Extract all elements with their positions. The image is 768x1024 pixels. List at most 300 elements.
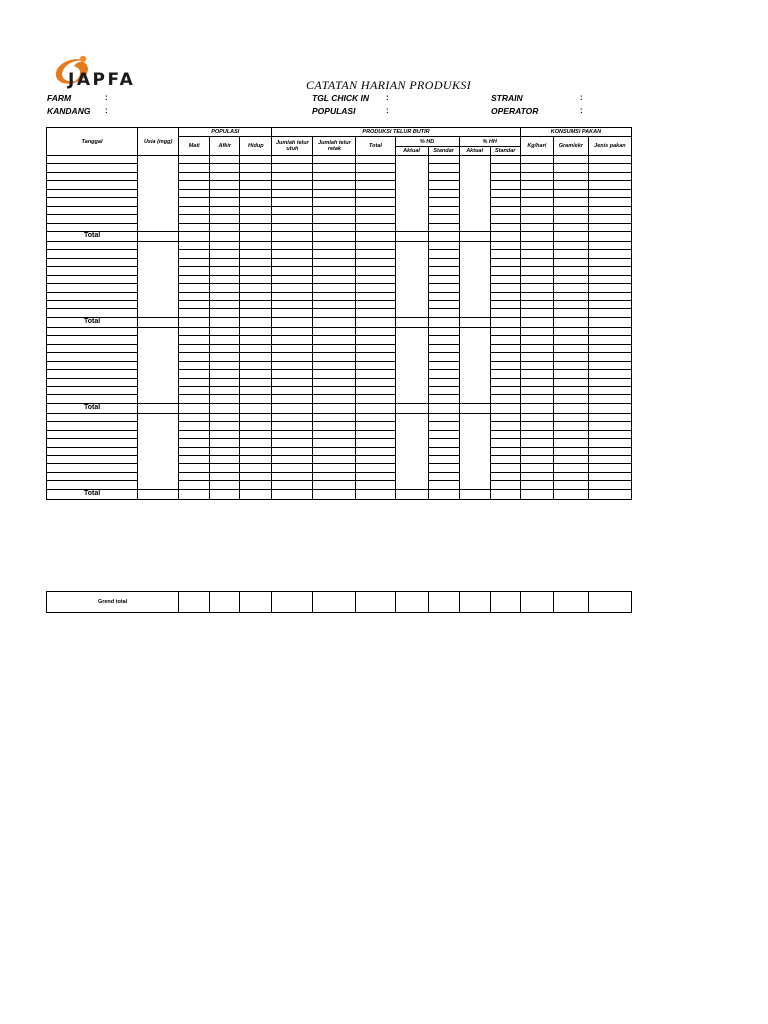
total-cell[interactable] [588, 231, 631, 241]
data-cell[interactable] [210, 378, 240, 386]
data-cell[interactable] [272, 172, 313, 180]
data-cell[interactable] [490, 422, 520, 430]
tanggal-cell[interactable] [47, 250, 138, 258]
data-cell[interactable] [179, 215, 210, 223]
data-cell[interactable] [553, 481, 588, 489]
data-cell[interactable] [272, 378, 313, 386]
data-cell[interactable] [588, 464, 631, 472]
data-cell[interactable] [356, 284, 395, 292]
data-cell[interactable] [210, 250, 240, 258]
data-cell[interactable] [490, 456, 520, 464]
data-cell[interactable] [356, 395, 395, 403]
data-cell[interactable] [210, 336, 240, 344]
data-cell[interactable] [272, 309, 313, 317]
data-cell[interactable] [428, 336, 459, 344]
data-cell[interactable] [520, 336, 553, 344]
data-cell[interactable] [240, 481, 272, 489]
data-cell[interactable] [272, 198, 313, 206]
data-cell[interactable] [588, 456, 631, 464]
data-cell[interactable] [240, 456, 272, 464]
data-cell[interactable] [240, 164, 272, 172]
tanggal-cell[interactable] [47, 292, 138, 300]
data-cell[interactable] [520, 464, 553, 472]
data-cell[interactable] [272, 275, 313, 283]
data-cell[interactable] [520, 447, 553, 455]
data-cell[interactable] [490, 370, 520, 378]
grand-total-cell[interactable] [210, 592, 240, 613]
data-cell[interactable] [553, 456, 588, 464]
data-cell[interactable] [240, 344, 272, 352]
tanggal-cell[interactable] [47, 386, 138, 394]
data-cell[interactable] [210, 258, 240, 266]
total-cell[interactable] [520, 489, 553, 499]
data-cell[interactable] [356, 370, 395, 378]
data-cell[interactable] [428, 439, 459, 447]
usia-cell[interactable] [138, 156, 179, 232]
total-cell[interactable] [210, 231, 240, 241]
data-cell[interactable] [428, 223, 459, 231]
data-cell[interactable] [313, 258, 356, 266]
tanggal-cell[interactable] [47, 241, 138, 249]
data-cell[interactable] [428, 284, 459, 292]
data-cell[interactable] [395, 241, 428, 317]
data-cell[interactable] [313, 439, 356, 447]
data-cell[interactable] [428, 430, 459, 438]
data-cell[interactable] [428, 206, 459, 214]
data-cell[interactable] [428, 156, 459, 164]
data-cell[interactable] [520, 456, 553, 464]
data-cell[interactable] [356, 206, 395, 214]
total-cell[interactable] [395, 231, 428, 241]
data-cell[interactable] [520, 378, 553, 386]
data-cell[interactable] [210, 464, 240, 472]
data-cell[interactable] [210, 472, 240, 480]
tanggal-cell[interactable] [47, 206, 138, 214]
data-cell[interactable] [520, 327, 553, 335]
data-cell[interactable] [240, 241, 272, 249]
data-cell[interactable] [356, 353, 395, 361]
data-cell[interactable] [490, 430, 520, 438]
data-cell[interactable] [520, 172, 553, 180]
grand-total-cell[interactable] [459, 592, 490, 613]
grand-total-cell[interactable] [272, 592, 313, 613]
data-cell[interactable] [210, 284, 240, 292]
data-cell[interactable] [272, 284, 313, 292]
data-cell[interactable] [210, 198, 240, 206]
total-cell[interactable] [395, 489, 428, 499]
total-cell[interactable] [313, 317, 356, 327]
data-cell[interactable] [272, 370, 313, 378]
data-cell[interactable] [356, 267, 395, 275]
data-cell[interactable] [179, 353, 210, 361]
data-cell[interactable] [553, 439, 588, 447]
data-cell[interactable] [272, 181, 313, 189]
data-cell[interactable] [272, 215, 313, 223]
total-cell[interactable] [356, 489, 395, 499]
data-cell[interactable] [490, 464, 520, 472]
data-cell[interactable] [490, 395, 520, 403]
tanggal-cell[interactable] [47, 172, 138, 180]
data-cell[interactable] [428, 241, 459, 249]
data-cell[interactable] [588, 430, 631, 438]
data-cell[interactable] [240, 275, 272, 283]
data-cell[interactable] [428, 386, 459, 394]
data-cell[interactable] [210, 241, 240, 249]
tanggal-cell[interactable] [47, 223, 138, 231]
data-cell[interactable] [356, 156, 395, 164]
total-cell[interactable] [179, 403, 210, 413]
data-cell[interactable] [313, 241, 356, 249]
data-cell[interactable] [240, 422, 272, 430]
data-cell[interactable] [356, 189, 395, 197]
data-cell[interactable] [210, 172, 240, 180]
data-cell[interactable] [210, 215, 240, 223]
data-cell[interactable] [428, 413, 459, 421]
data-cell[interactable] [240, 370, 272, 378]
tanggal-cell[interactable] [47, 344, 138, 352]
data-cell[interactable] [210, 386, 240, 394]
data-cell[interactable] [210, 309, 240, 317]
data-cell[interactable] [520, 292, 553, 300]
data-cell[interactable] [553, 292, 588, 300]
data-cell[interactable] [428, 353, 459, 361]
data-cell[interactable] [428, 344, 459, 352]
data-cell[interactable] [313, 301, 356, 309]
data-cell[interactable] [272, 301, 313, 309]
data-cell[interactable] [179, 309, 210, 317]
data-cell[interactable] [520, 189, 553, 197]
data-cell[interactable] [553, 223, 588, 231]
total-cell[interactable] [588, 403, 631, 413]
data-cell[interactable] [313, 327, 356, 335]
data-cell[interactable] [520, 258, 553, 266]
data-cell[interactable] [490, 413, 520, 421]
data-cell[interactable] [240, 267, 272, 275]
data-cell[interactable] [240, 361, 272, 369]
data-cell[interactable] [553, 215, 588, 223]
tanggal-cell[interactable] [47, 215, 138, 223]
data-cell[interactable] [553, 344, 588, 352]
data-cell[interactable] [356, 430, 395, 438]
data-cell[interactable] [490, 156, 520, 164]
data-cell[interactable] [428, 215, 459, 223]
total-cell[interactable] [428, 317, 459, 327]
data-cell[interactable] [553, 422, 588, 430]
data-cell[interactable] [313, 464, 356, 472]
data-cell[interactable] [553, 361, 588, 369]
data-cell[interactable] [428, 189, 459, 197]
data-cell[interactable] [313, 413, 356, 421]
data-cell[interactable] [490, 292, 520, 300]
data-cell[interactable] [313, 456, 356, 464]
data-cell[interactable] [459, 241, 490, 317]
total-cell[interactable] [459, 489, 490, 499]
data-cell[interactable] [272, 241, 313, 249]
data-cell[interactable] [428, 378, 459, 386]
total-cell[interactable] [490, 403, 520, 413]
data-cell[interactable] [210, 267, 240, 275]
data-cell[interactable] [210, 344, 240, 352]
data-cell[interactable] [588, 336, 631, 344]
data-cell[interactable] [179, 250, 210, 258]
data-cell[interactable] [179, 447, 210, 455]
data-cell[interactable] [240, 215, 272, 223]
data-cell[interactable] [428, 422, 459, 430]
data-cell[interactable] [240, 413, 272, 421]
data-cell[interactable] [313, 430, 356, 438]
data-cell[interactable] [240, 327, 272, 335]
grand-total-cell[interactable] [588, 592, 631, 613]
tanggal-cell[interactable] [47, 395, 138, 403]
data-cell[interactable] [553, 284, 588, 292]
data-cell[interactable] [490, 206, 520, 214]
data-cell[interactable] [588, 258, 631, 266]
data-cell[interactable] [490, 336, 520, 344]
data-cell[interactable] [588, 292, 631, 300]
data-cell[interactable] [588, 370, 631, 378]
data-cell[interactable] [428, 456, 459, 464]
data-cell[interactable] [356, 378, 395, 386]
total-cell[interactable] [138, 489, 179, 499]
data-cell[interactable] [240, 336, 272, 344]
tanggal-cell[interactable] [47, 189, 138, 197]
data-cell[interactable] [490, 284, 520, 292]
data-cell[interactable] [588, 241, 631, 249]
data-cell[interactable] [356, 181, 395, 189]
data-cell[interactable] [313, 370, 356, 378]
total-cell[interactable] [313, 403, 356, 413]
data-cell[interactable] [356, 258, 395, 266]
data-cell[interactable] [588, 215, 631, 223]
data-cell[interactable] [428, 447, 459, 455]
tanggal-cell[interactable] [47, 361, 138, 369]
data-cell[interactable] [240, 309, 272, 317]
data-cell[interactable] [179, 439, 210, 447]
grand-total-cell[interactable] [313, 592, 356, 613]
data-cell[interactable] [313, 447, 356, 455]
data-cell[interactable] [520, 353, 553, 361]
data-cell[interactable] [356, 250, 395, 258]
data-cell[interactable] [313, 275, 356, 283]
data-cell[interactable] [210, 223, 240, 231]
total-cell[interactable] [240, 231, 272, 241]
data-cell[interactable] [240, 395, 272, 403]
data-cell[interactable] [313, 181, 356, 189]
data-cell[interactable] [428, 292, 459, 300]
data-cell[interactable] [210, 181, 240, 189]
data-cell[interactable] [588, 439, 631, 447]
data-cell[interactable] [553, 378, 588, 386]
data-cell[interactable] [179, 472, 210, 480]
total-cell[interactable] [459, 231, 490, 241]
data-cell[interactable] [272, 447, 313, 455]
data-cell[interactable] [553, 395, 588, 403]
data-cell[interactable] [313, 378, 356, 386]
data-cell[interactable] [179, 258, 210, 266]
data-cell[interactable] [588, 198, 631, 206]
total-cell[interactable] [210, 489, 240, 499]
data-cell[interactable] [588, 181, 631, 189]
data-cell[interactable] [240, 172, 272, 180]
data-cell[interactable] [520, 156, 553, 164]
data-cell[interactable] [313, 164, 356, 172]
data-cell[interactable] [313, 215, 356, 223]
data-cell[interactable] [356, 301, 395, 309]
data-cell[interactable] [179, 464, 210, 472]
data-cell[interactable] [490, 361, 520, 369]
data-cell[interactable] [272, 464, 313, 472]
data-cell[interactable] [520, 301, 553, 309]
total-cell[interactable] [240, 489, 272, 499]
data-cell[interactable] [428, 361, 459, 369]
data-cell[interactable] [553, 258, 588, 266]
total-cell[interactable] [240, 317, 272, 327]
data-cell[interactable] [356, 481, 395, 489]
usia-cell[interactable] [138, 413, 179, 489]
total-cell[interactable] [272, 317, 313, 327]
data-cell[interactable] [240, 223, 272, 231]
data-cell[interactable] [553, 198, 588, 206]
data-cell[interactable] [356, 464, 395, 472]
grand-total-cell[interactable] [240, 592, 272, 613]
data-cell[interactable] [313, 156, 356, 164]
data-cell[interactable] [520, 181, 553, 189]
data-cell[interactable] [356, 215, 395, 223]
data-cell[interactable] [272, 258, 313, 266]
data-cell[interactable] [272, 386, 313, 394]
data-cell[interactable] [520, 370, 553, 378]
total-cell[interactable] [395, 317, 428, 327]
data-cell[interactable] [179, 284, 210, 292]
data-cell[interactable] [179, 241, 210, 249]
data-cell[interactable] [356, 172, 395, 180]
data-cell[interactable] [240, 353, 272, 361]
data-cell[interactable] [313, 472, 356, 480]
data-cell[interactable] [210, 430, 240, 438]
data-cell[interactable] [520, 422, 553, 430]
data-cell[interactable] [553, 353, 588, 361]
tanggal-cell[interactable] [47, 164, 138, 172]
tanggal-cell[interactable] [47, 267, 138, 275]
total-cell[interactable] [272, 489, 313, 499]
data-cell[interactable] [356, 447, 395, 455]
data-cell[interactable] [520, 275, 553, 283]
tanggal-cell[interactable] [47, 309, 138, 317]
data-cell[interactable] [520, 223, 553, 231]
total-cell[interactable] [179, 489, 210, 499]
data-cell[interactable] [520, 284, 553, 292]
data-cell[interactable] [459, 413, 490, 489]
data-cell[interactable] [428, 258, 459, 266]
data-cell[interactable] [553, 301, 588, 309]
data-cell[interactable] [588, 422, 631, 430]
tanggal-cell[interactable] [47, 284, 138, 292]
data-cell[interactable] [356, 275, 395, 283]
data-cell[interactable] [588, 344, 631, 352]
data-cell[interactable] [490, 275, 520, 283]
data-cell[interactable] [588, 378, 631, 386]
data-cell[interactable] [356, 223, 395, 231]
data-cell[interactable] [553, 430, 588, 438]
total-cell[interactable] [588, 317, 631, 327]
data-cell[interactable] [272, 422, 313, 430]
tanggal-cell[interactable] [47, 439, 138, 447]
data-cell[interactable] [520, 198, 553, 206]
data-cell[interactable] [553, 309, 588, 317]
data-cell[interactable] [240, 378, 272, 386]
data-cell[interactable] [210, 353, 240, 361]
tanggal-cell[interactable] [47, 181, 138, 189]
data-cell[interactable] [459, 327, 490, 403]
data-cell[interactable] [520, 344, 553, 352]
data-cell[interactable] [313, 386, 356, 394]
data-cell[interactable] [520, 215, 553, 223]
total-cell[interactable] [490, 489, 520, 499]
data-cell[interactable] [313, 353, 356, 361]
data-cell[interactable] [520, 250, 553, 258]
data-cell[interactable] [356, 422, 395, 430]
data-cell[interactable] [272, 439, 313, 447]
data-cell[interactable] [240, 439, 272, 447]
data-cell[interactable] [240, 206, 272, 214]
data-cell[interactable] [272, 189, 313, 197]
data-cell[interactable] [179, 223, 210, 231]
data-cell[interactable] [588, 353, 631, 361]
data-cell[interactable] [588, 164, 631, 172]
data-cell[interactable] [313, 267, 356, 275]
data-cell[interactable] [356, 361, 395, 369]
data-cell[interactable] [313, 344, 356, 352]
data-cell[interactable] [490, 344, 520, 352]
data-cell[interactable] [179, 378, 210, 386]
data-cell[interactable] [490, 301, 520, 309]
data-cell[interactable] [179, 361, 210, 369]
usia-cell[interactable] [138, 327, 179, 403]
data-cell[interactable] [272, 267, 313, 275]
data-cell[interactable] [520, 413, 553, 421]
data-cell[interactable] [356, 456, 395, 464]
grand-total-cell[interactable] [520, 592, 553, 613]
data-cell[interactable] [588, 189, 631, 197]
data-cell[interactable] [553, 386, 588, 394]
data-cell[interactable] [490, 189, 520, 197]
data-cell[interactable] [210, 395, 240, 403]
usia-cell[interactable] [138, 241, 179, 317]
data-cell[interactable] [490, 439, 520, 447]
data-cell[interactable] [313, 481, 356, 489]
data-cell[interactable] [490, 223, 520, 231]
data-cell[interactable] [179, 275, 210, 283]
data-cell[interactable] [179, 292, 210, 300]
tanggal-cell[interactable] [47, 327, 138, 335]
data-cell[interactable] [395, 413, 428, 489]
data-cell[interactable] [272, 361, 313, 369]
data-cell[interactable] [356, 327, 395, 335]
grand-total-cell[interactable] [490, 592, 520, 613]
data-cell[interactable] [490, 386, 520, 394]
data-cell[interactable] [520, 472, 553, 480]
data-cell[interactable] [520, 430, 553, 438]
data-cell[interactable] [490, 267, 520, 275]
total-cell[interactable] [356, 317, 395, 327]
data-cell[interactable] [240, 292, 272, 300]
data-cell[interactable] [553, 447, 588, 455]
total-cell[interactable] [553, 489, 588, 499]
data-cell[interactable] [240, 301, 272, 309]
total-cell[interactable] [490, 317, 520, 327]
data-cell[interactable] [179, 336, 210, 344]
data-cell[interactable] [588, 206, 631, 214]
